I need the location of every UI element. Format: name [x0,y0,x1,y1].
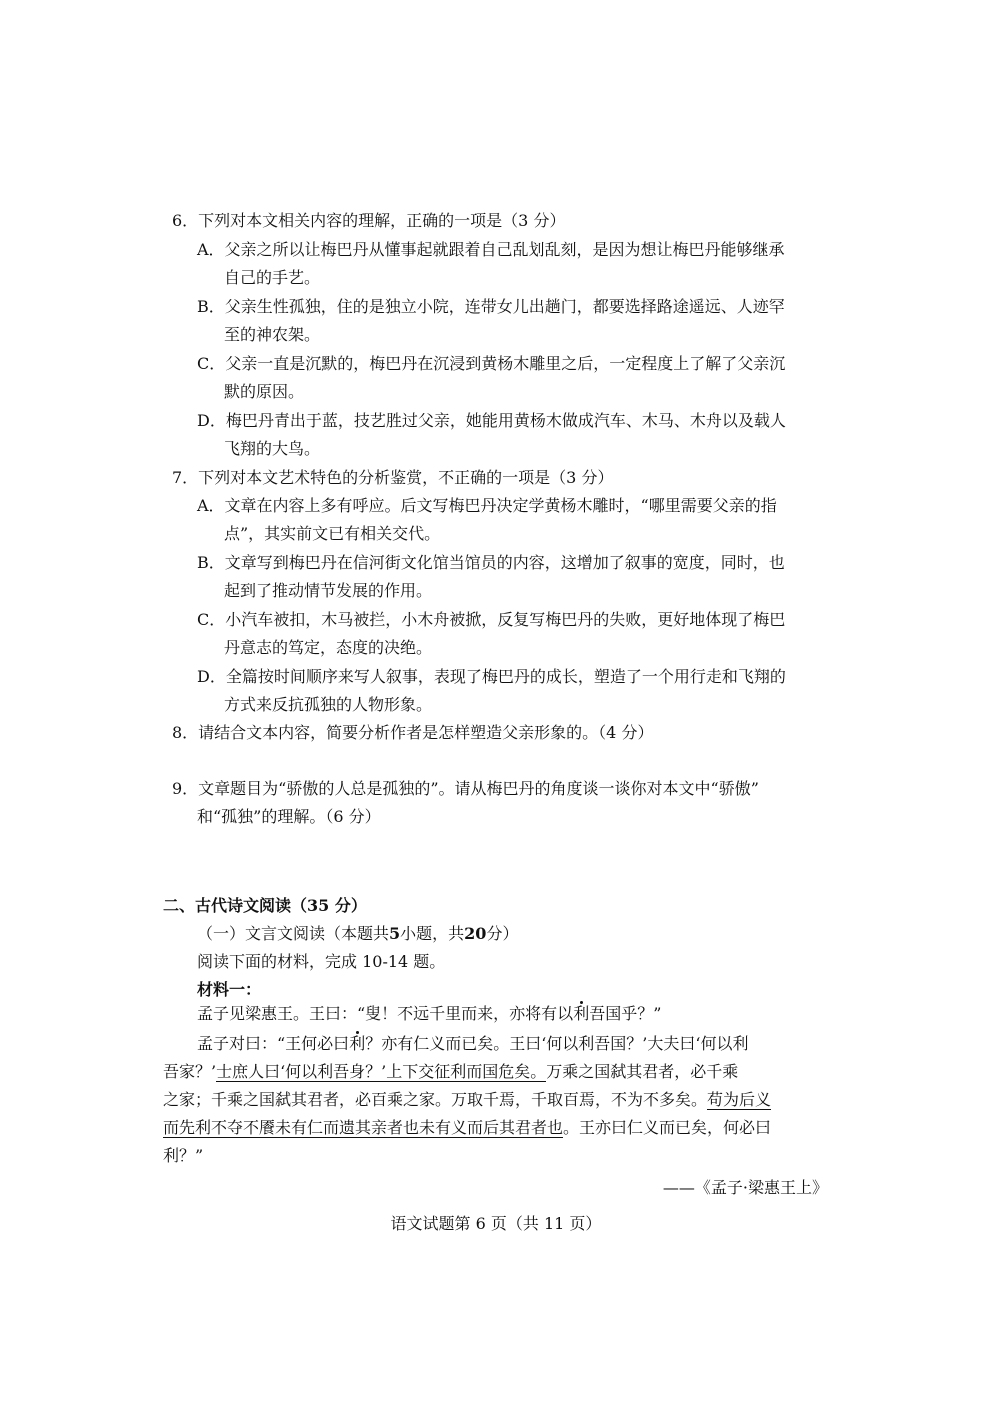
question-7-option-b-cont: 起到了推动情节发展的作用。 [224,581,433,600]
question-6-option-b: B．父亲生性孤独，住的是独立小院，连带女儿出趟门，都要选择路途遥远、人迹罕 [197,297,785,316]
section-2-title: 二、古代诗文阅读（35 分） [163,896,367,915]
underlined-sentence: 苟为后义 [707,1090,772,1109]
source-citation: ——《孟子·梁惠王上》 [662,1178,828,1197]
question-8: 8．请结合文本内容，简要分析作者是怎样塑造父亲形象的。（4 分） [172,723,654,742]
subsection-title: （一）文言文阅读（本题共5小题，共20分） [197,924,519,943]
question-6-option-c: C．父亲一直是沉默的，梅巴丹在沉浸到黄杨木雕里之后，一定程度上了解了父亲沉 [197,354,786,373]
question-7-option-a-cont: 点”，其实前文已有相关交代。 [224,524,441,543]
underlined-sentence: 而先利不夺不餍未有仁而遗其亲者也未有义而后其君者也 [163,1118,564,1137]
question-6-option-a-cont: 自己的手艺。 [224,268,321,287]
question-6-option-d-cont: 飞翔的大鸟。 [224,439,321,458]
passage-paragraph-1: 孟子见梁惠王。王曰：“叟！不远千里而来，亦将有以利吾国乎？” [197,1004,662,1023]
question-7-option-c: C．小汽车被扣，木马被拦，小木舟被掀，反复写梅巴丹的失败，更好地体现了梅巴 [197,610,786,629]
question-7-option-a: A．文章在内容上多有呼应。后文写梅巴丹决定学黄杨木雕时，“哪里需要父亲的指 [197,496,777,515]
passage-paragraph-2-line-3: 之家；千乘之国弑其君者，必百乘之家。万取千焉，千取百焉，不为不多矣。苟为后义 [163,1090,772,1109]
question-7-stem: 7．下列对本文艺术特色的分析鉴赏，不正确的一项是（3 分） [172,468,614,487]
passage-paragraph-2-line-1: 孟子对曰：“王何必曰利？亦有仁义而已矣。王曰‘何以利吾国？’大夫曰‘何以利 [197,1034,749,1053]
emphasis-dot-char: 利 [349,1034,366,1053]
question-9: 9．文章题目为“骄傲的人总是孤独的”。请从梅巴丹的角度谈一谈你对本文中“骄傲” [172,779,759,798]
material-label: 材料一： [197,980,262,999]
question-6-option-d: D．梅巴丹青出于蓝，技艺胜过父亲，她能用黄杨木做成汽车、木马、木舟以及载人 [197,411,786,430]
question-6-stem: 6．下列对本文相关内容的理解，正确的一项是（3 分） [172,211,566,230]
passage-paragraph-2-line-2: 吾家？’士庶人曰‘何以利吾身？’上下交征利而国危矣。万乘之国弑其君者，必千乘 [163,1062,739,1081]
emphasis-dot-char: 利 [573,1004,590,1023]
page-footer: 语文试题第 6 页（共 11 页） [390,1214,602,1233]
question-7-option-d-cont: 方式来反抗孤独的人物形象。 [224,695,433,714]
question-6-option-b-cont: 至的神农架。 [224,325,321,344]
reading-instruction: 阅读下面的材料，完成 10-14 题。 [197,952,446,971]
question-6-option-c-cont: 默的原因。 [224,382,305,401]
question-7-option-d: D．全篇按时间顺序来写人叙事，表现了梅巴丹的成长，塑造了一个用行走和飞翔的 [197,667,786,686]
passage-paragraph-2-line-5: 利？” [163,1146,204,1165]
question-9-cont: 和“孤独”的理解。（6 分） [197,807,381,826]
underlined-sentence: 士庶人曰‘何以利吾身？’上下交征利而国危矣。 [216,1062,547,1081]
question-7-option-c-cont: 丹意志的笃定，态度的决绝。 [224,638,433,657]
question-7-option-b: B．文章写到梅巴丹在信河街文化馆当馆员的内容，这增加了叙事的宽度，同时，也 [197,553,785,572]
passage-paragraph-2-line-4: 而先利不夺不餍未有仁而遗其亲者也未有义而后其君者也。王亦曰仁义而已矣，何必曰 [163,1118,772,1137]
question-6-option-a: A．父亲之所以让梅巴丹从懂事起就跟着自己乱划乱刻，是因为想让梅巴丹能够继承 [197,240,785,259]
